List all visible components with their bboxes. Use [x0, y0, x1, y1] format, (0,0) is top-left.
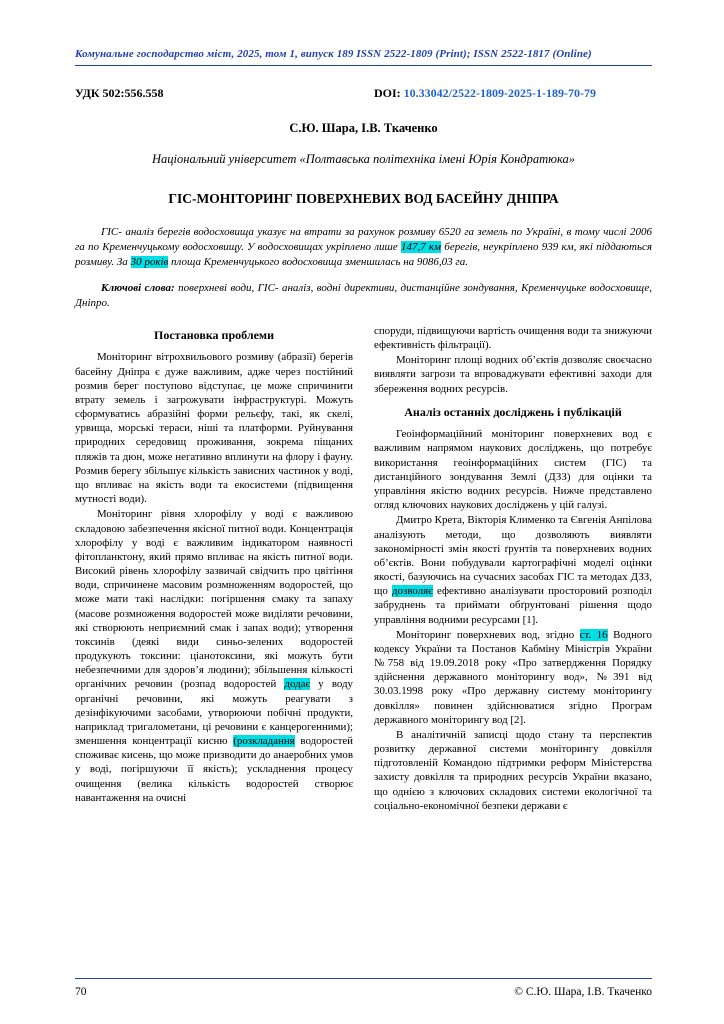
- page-footer: [75, 978, 652, 998]
- highlighted-text: ст. 16: [579, 628, 608, 641]
- text-segment: водоростей споживає кисень, що може призводити до анаеробних умов у воді, погіршуючи її якість); ускладнення процесу очищення (велика кількість водоростей створює навантаження на очисні: [75, 735, 354, 804]
- highlighted-text: додає: [284, 678, 311, 691]
- meta-row: [75, 86, 652, 101]
- right-paragraph-5: [374, 628, 652, 727]
- keywords-label: Ключові слова:: [101, 281, 175, 294]
- right-paragraph-3: Геоінформаційний моніторинг поверхневих вод є важливим напрямом наукових досліджень, що потребує використання геоінформаційних систем (ГІС) та дистанційного зондування Землі (ДЗЗ) для оцінки та управління якістю водних ресурсів. Нижче представлено огляд ключових наукових досліджень у цій галузі.: [374, 428, 652, 512]
- header-rule: [75, 65, 652, 66]
- left-column: [75, 324, 353, 978]
- keywords-paragraph: [75, 281, 652, 311]
- udk-label: УДК 502:556.558: [75, 86, 164, 100]
- text-segment: Моніторинг поверхневих вод, згідно: [396, 628, 580, 641]
- right-paragraph-6: В аналітичній записці щодо стану та перспектив розвитку державної системи моніторингу довкілля підготовленій Командою підтримки реформ Міністерства захисту довкілля та природних ресурсів України вказано, що однією з ключових складових системи екологічної та соціально-економічної безпеки держави є: [374, 728, 652, 812]
- text-segment: ГІС- аналіз берегів водосховища указує на втрати за рахунок розмиву 6520 га земель по Україні, в тому числі 2006 га по Кременчуцькому водосховищу. У водосховищах укріплено лише: [75, 226, 652, 254]
- copyright-line: © С.Ю. Шара, І.В. Ткаченко: [514, 986, 652, 998]
- authors-line: С.Ю. Шара, І.В. Ткаченко: [289, 121, 438, 135]
- highlighted-text: 147,7 км: [400, 241, 442, 254]
- page-header: [75, 48, 652, 66]
- doi-block: [374, 86, 652, 101]
- two-column-body: [75, 324, 652, 978]
- article-title: ГІС-МОНІТОРИНГ ПОВЕРХНЕВИХ ВОД БАСЕЙНУ ДНІПРА: [168, 191, 559, 206]
- journal-header-line: Комунальне господарство міст, 2025, том 1, випуск 189 ISSN 2522-1809 (Print); ISSN 2522-1817 (Online): [75, 48, 592, 60]
- highlighted-text: 30 років: [130, 256, 169, 269]
- text-segment: Дмитро Крета, Вікторія Клименко та Євгенія Анпілова аналізують методи, що дозволяють виявляти закономірності змін якості ґрунтів та поверхневих водних об’єктів. Вони побудували картографічні моделі оцінки якості, базуючись на сучасних засобах ГІС та методах ДЗЗ, що: [374, 514, 652, 598]
- section-heading-problem: Постановка проблеми: [154, 327, 274, 342]
- highlighted-text: (розкладання: [233, 735, 295, 748]
- right-column: [374, 324, 652, 978]
- page-number: 70: [75, 986, 87, 998]
- right-paragraph-continuation: споруди, підвищуючи вартість очищення води та знижуючи ефективність фільтрації).: [374, 324, 652, 352]
- highlighted-text: дозволяє: [392, 585, 433, 598]
- affiliation-line: Національний університет «Полтавська політехніка імені Юрія Кондратюка»: [152, 152, 575, 166]
- text-segment: Моніторинг рівня хлорофілу у воді є важливою складовою забезпечення якісної питної води. Концентрація хлорофілу у воді є важливим індикатором наявності фітопланктону, який прямо впливає на якість питної води. Високий рівень хлорофілу зазвичай свідчить про цвітіння води, спричинене масовим розмноженням водоростей, що може мати такі наслідки: погіршення смаку та запаху (масове розмноження водоростей може виділяти речовини, які створюють неприємний смак і запах води); утворення токсинів (деякі види синьо-зелених водоростей продукують токсини: ціанотоксини, які можуть бути небезпечними для здоров’я людини); збільшення кількості органічних речовин (розпад водоростей: [75, 508, 353, 691]
- keywords-text: поверхневі води, ГІС- аналіз, водні директиви, дистанційне зондування, Кременчуцьке водосховище, Дніпро.: [75, 281, 653, 309]
- doi-label: DOI:: [374, 86, 404, 100]
- text-segment: ефективно аналізувати просторовий розподіл забруднень та приймати обґрунтовані рішення щодо управління водними ресурсами [1].: [374, 585, 652, 626]
- footer-rule: [75, 978, 652, 979]
- doi-link[interactable]: 10.33042/2522-1809-2025-1-189-70-79: [403, 86, 596, 100]
- footer-row: [75, 986, 652, 998]
- text-segment: площа Кременчуцького водосховища зменшилась на 9086,03 га.: [168, 256, 468, 269]
- text-segment: Водного кодексу України та Постанов Кабміну Міністрів України №758 від 19.09.2018 року «Про затвердження Порядку здійснення державного моніторингу вод», №391 від 30.03.1998 року «Про державну систему моніторингу довкілля» повинен здійснюватися згідно Програм державного моніторингу вод [2].: [374, 628, 652, 726]
- abstract-paragraph: [75, 225, 652, 271]
- left-paragraph-2: [75, 507, 353, 805]
- section-heading-analysis: Аналіз останніх досліджень і публікацій: [404, 404, 622, 419]
- right-paragraph-2: Моніторинг площі водних об’єктів дозволяє своєчасно виявляти загрози та впроваджувати ефективні заходи для збереження водних ресурсів.: [374, 354, 652, 395]
- text-segment: берегів, неукріплено 939 км, які піддаються розмиву. За: [75, 241, 653, 269]
- right-paragraph-4: [374, 513, 652, 626]
- text-segment: у воду органічні речовини, які можуть реагувати з дезінфікуючими засобами, утворюючи побічні продукти, наприклад тригалометани, ці речовини є канцерогенними); зменшення концентрації кисню: [75, 678, 354, 748]
- left-paragraph-1: Моніторинг вітрохвильового розмиву (абразії) берегів басейну Дніпра є дуже важливим, адже через постійний розмив берег поступово відступає, це може спричинити втрату земель і загрожувати інфраструктурі. Можуть сформуватись абразійні форми рельєфу, такі, як скелі, урвища, морські тераси, ніші та платформи. Руйнування природних середовищ проживання, зокрема піщаних пляжів та дюн, може негативно вплинути на флору і фауну. Розмив берегу збільшує кількість зависних частинок у воді, що впливає на якість води та екосистеми (підвищення мутності води).: [75, 351, 353, 506]
